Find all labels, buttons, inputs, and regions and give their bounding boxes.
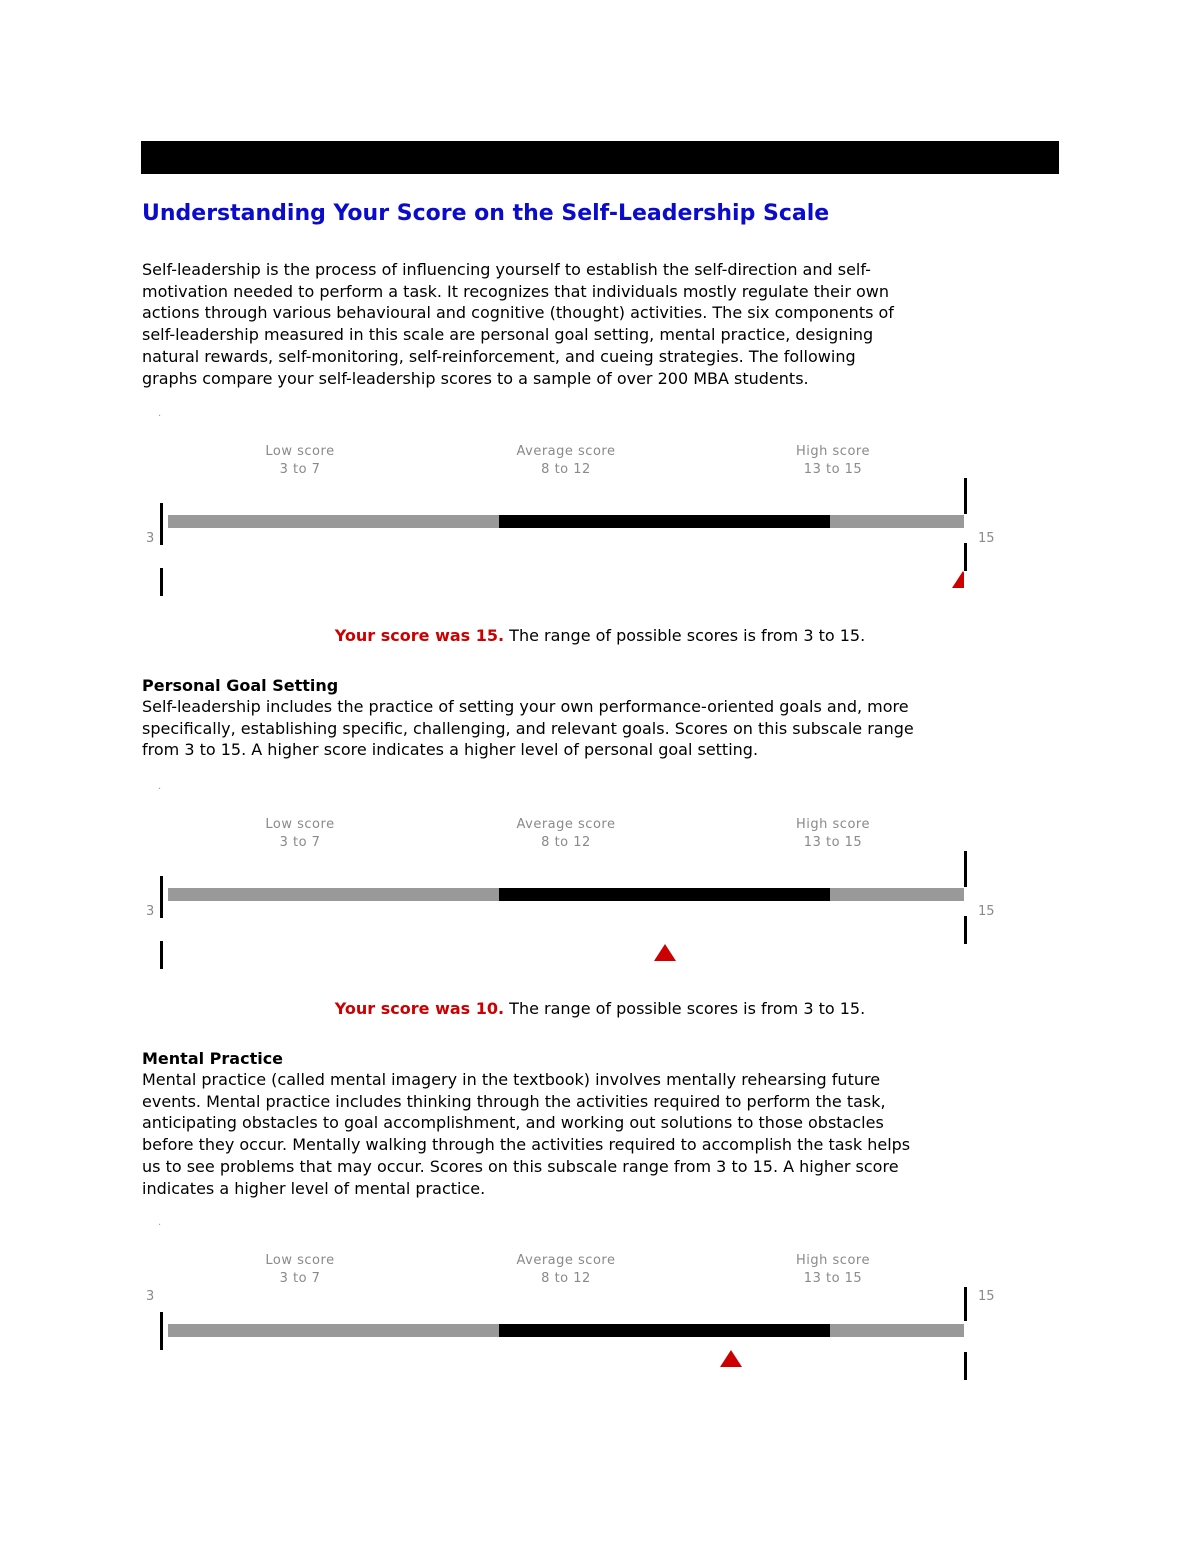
high-segment [830,1324,964,1337]
average-score-title: Average score [516,817,616,832]
scale-min: 3 [146,1289,155,1304]
score-scale-goal-setting [0,773,1200,973]
score-range-text: The range of possible scores is from 3 to 15. [504,626,866,645]
score-lead: Your score was 10. [334,999,505,1018]
left-tick-lower [160,941,163,969]
scale-dot: . [158,781,162,792]
average-segment [499,1324,830,1337]
scale-max: 15 [978,531,995,546]
left-tick-lower [160,568,163,596]
left-tick-upper [160,876,163,918]
right-tick-lower [964,1352,967,1380]
right-tick-lower [964,916,967,944]
average-score-range: 8 to 12 [541,1271,591,1286]
high-score-label [753,1252,913,1288]
score-result-overall [0,626,1200,645]
score-bar [168,888,964,901]
low-score-range: 3 to 7 [279,462,321,477]
intro-paragraph: Self-leadership is the process of influencing yourself to establish the self-direction and self- motivation needed to perform a task. It recognizes that individuals mostly regulate their own actions through various behavioural and cognitive (thought) activities. The six components of self-leadership measured in this scale are personal goal setting, mental practice, designing natural rewards, self-monitoring, self-reinforcement, and cueing strategies. The following graphs compare your self-leadership scores to a sample of over 200 MBA students. [142,260,894,388]
average-segment [499,888,830,901]
high-score-title: High score [796,1253,870,1268]
right-tick-upper [964,1287,967,1321]
average-score-range: 8 to 12 [541,462,591,477]
scale-min: 3 [146,531,155,546]
right-tick-upper [964,851,967,887]
high-score-label [753,816,913,852]
low-segment [168,1324,499,1337]
high-score-title: High score [796,444,870,459]
score-bar [168,515,964,528]
section-heading-mental-practice: Mental Practice [142,1049,284,1068]
low-score-range: 3 to 7 [279,1271,321,1286]
triangle-icon [720,1350,742,1367]
average-score-title: Average score [516,1253,616,1268]
average-score-label [486,1252,646,1288]
left-tick [160,1312,163,1350]
triangle-icon [654,944,676,961]
low-score-title: Low score [265,817,335,832]
low-score-title: Low score [265,1253,335,1268]
score-scale-mental-practice [0,1209,1200,1409]
section-heading-goal-setting: Personal Goal Setting [142,676,339,695]
score-result-goal-setting [0,999,1200,1018]
average-score-label [486,816,646,852]
high-segment [830,888,964,901]
average-score-range: 8 to 12 [541,835,591,850]
score-scale-overall [0,400,1200,600]
high-score-title: High score [796,817,870,832]
average-score-title: Average score [516,444,616,459]
scale-dot: . [158,408,162,419]
high-score-range: 13 to 15 [803,835,863,850]
scale-max: 15 [978,904,995,919]
score-bar [168,1324,964,1337]
goal-setting-paragraph: Self-leadership includes the practice of setting your own performance-oriented goals and, more specifically, establishing specific, challenging, and relevant goals. Scores on this subscale range from 3 to 15. A higher score indicates a higher level of personal goal setting. [142,697,914,760]
scale-dot: . [158,1217,162,1228]
average-segment [499,515,830,528]
page-title: Understanding Your Score on the Self-Leadership Scale [142,201,830,226]
score-marker-icon [654,944,676,961]
average-score-label [486,443,646,479]
right-tick-upper [964,478,967,514]
low-segment [168,515,499,528]
score-marker-icon [952,571,964,588]
low-score-label [220,1252,380,1288]
low-score-range: 3 to 7 [279,835,321,850]
high-score-range: 13 to 15 [803,462,863,477]
low-score-label [220,443,380,479]
scale-max: 15 [978,1289,995,1304]
high-segment [830,515,964,528]
score-range-text: The range of possible scores is from 3 to 15. [504,999,866,1018]
high-score-range: 13 to 15 [803,1271,863,1286]
mental-practice-paragraph: Mental practice (called mental imagery in the textbook) involves mentally rehearsing future events. Mental practice includes thinking through the activities required to perform the task, anticipating obstacles to goal accomplishment, and working out solutions to those obstacles before they occur. Mentally walking through the activities required to accomplish the task helps us to see problems that may occur. Scores on this subscale range from 3 to 15. A higher score indicates a higher level of mental practice. [142,1070,911,1198]
header-bar [141,141,1059,174]
score-lead: Your score was 15. [334,626,505,645]
scale-min: 3 [146,904,155,919]
low-score-title: Low score [265,444,335,459]
high-score-label [753,443,913,479]
triangle-icon [952,571,964,588]
right-tick-lower [964,543,967,571]
score-marker-icon [720,1350,742,1367]
low-segment [168,888,499,901]
left-tick-upper [160,503,163,545]
low-score-label [220,816,380,852]
